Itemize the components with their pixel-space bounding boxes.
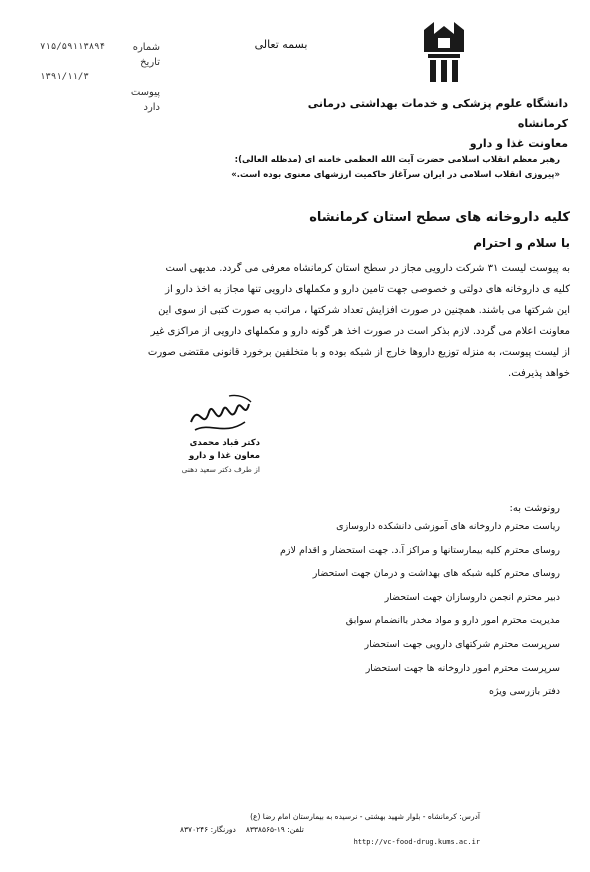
cc-item: مدیریت محترم امور دارو و مواد مخدر باانضمام سوابق bbox=[345, 615, 560, 627]
bismillah: بسمه تعالی bbox=[254, 38, 308, 51]
signer-block bbox=[150, 437, 260, 476]
footer-address: آدرس: کرمانشاه - بلوار شهید بهشتی - نرسیده به بیمارستان امام رضا (ع) bbox=[250, 812, 480, 821]
cc-item: دفتر بازرسی ویژه bbox=[489, 686, 560, 698]
signer-name: دکتر قباد محمدی bbox=[189, 438, 260, 448]
meta-date-row bbox=[40, 55, 160, 70]
body-line: از لیست پیوست، به منزله توزیع داروها خارج از شبکه بوده و با متخلفین برخورد قانونی مقتضی صورت bbox=[147, 347, 570, 358]
cc-item: سرپرست محترم امور داروخانه ها جهت استحضار bbox=[365, 662, 560, 674]
meta-date-label: تاریخ bbox=[140, 57, 160, 68]
university-name: دانشگاه علوم پزشکی و خدمات بهداشتی درمانی کرمانشاه bbox=[307, 97, 568, 130]
body-line: این شرکتها می باشند. همچنین در صورت افزایش تعداد شرکتها ، مراتب به صورت کتبی از سوی این bbox=[158, 305, 570, 316]
meta-attachment-label: پیوست bbox=[130, 87, 160, 98]
body-line: معاونت اعلام می گردد. لازم بذکر است در صورت اخذ هر گونه دارو و مکملهای دارویی از مراکزی غیر bbox=[150, 326, 570, 337]
meta-number-row bbox=[40, 40, 160, 55]
body-line: به پیوست لیست ۳۱ شرکت دارویی مجاز در سطح استان کرمانشاه معرفی می گردد. مدیهی است bbox=[165, 263, 570, 274]
salutation: با سلام و احترام bbox=[473, 236, 570, 250]
meta-number-label: شماره bbox=[132, 42, 160, 53]
quote-line: رهبر معظم انقلاب اسلامی حضرت آیت الله العظمی خامنه ای (مدظله العالی): bbox=[234, 155, 560, 165]
cc-item: روسای محترم کلیه بیمارستانها و مراکز آ.د. جهت استحضار و اقدام لازم bbox=[280, 544, 560, 556]
meta-extra-row bbox=[40, 100, 160, 115]
cc-heading: رونوشت به: bbox=[509, 503, 560, 514]
body-line: کلیه ی داروخانه های دولتی و خصوصی جهت تامین دارو و مکملهای دارویی تنها مجاز به اخذ دارو از bbox=[165, 284, 570, 295]
signature-scribble-icon bbox=[185, 392, 255, 442]
signer-note: از طرف دکتر سعید دهنی bbox=[181, 465, 260, 474]
footer-fax: دورنگار: ۸۳۷۰۲۴۶ bbox=[180, 825, 236, 834]
university-name-block bbox=[268, 94, 568, 154]
footer-url[interactable]: http://vc-food-drug.kums.ac.ir bbox=[353, 838, 480, 846]
footer-phones bbox=[180, 823, 480, 836]
cc-item: روسای محترم کلیه شبکه های بهداشت و درمان جهت استحضار bbox=[312, 568, 560, 580]
cc-list bbox=[160, 515, 560, 704]
cc-item: دبیر محترم انجمن داروسازان جهت استحضار bbox=[384, 591, 560, 603]
meta-date-value-row bbox=[40, 70, 160, 85]
meta-number-value: ۷۱۵/۵۹۱۱۳۸۹۴ bbox=[40, 42, 106, 52]
letter-meta bbox=[40, 40, 160, 115]
meta-extra-label: دارد bbox=[143, 102, 160, 113]
footer-phone: تلفن: ۱۹-۸۳۳۸۵۶۵ bbox=[245, 825, 304, 834]
university-logo-icon bbox=[420, 22, 468, 84]
meta-attachment-row bbox=[40, 85, 160, 100]
recipient: کلیه داروخانه های سطح استان کرمانشاه bbox=[309, 210, 570, 225]
letter-body bbox=[22, 258, 570, 384]
meta-date-value: ۱۳۹۱/۱۱/۳ bbox=[40, 72, 89, 82]
footer bbox=[180, 810, 480, 849]
signer-title: معاون غذا و دارو bbox=[188, 451, 260, 461]
cc-item: ریاست محترم داروخانه های آموزشی دانشکده داروسازی bbox=[336, 521, 560, 532]
quote-line: «پیروزی انقلاب اسلامی در ایران سرآغاز حاکمیت ارزشهای معنوی بوده است.» bbox=[231, 170, 560, 180]
leader-quote bbox=[120, 153, 560, 183]
body-line: خواهد پذیرفت. bbox=[508, 368, 570, 379]
deputy-name: معاونت غذا و دارو bbox=[469, 137, 568, 150]
cc-item: سرپرست محترم شرکتهای دارویی جهت استحضار bbox=[364, 638, 560, 650]
